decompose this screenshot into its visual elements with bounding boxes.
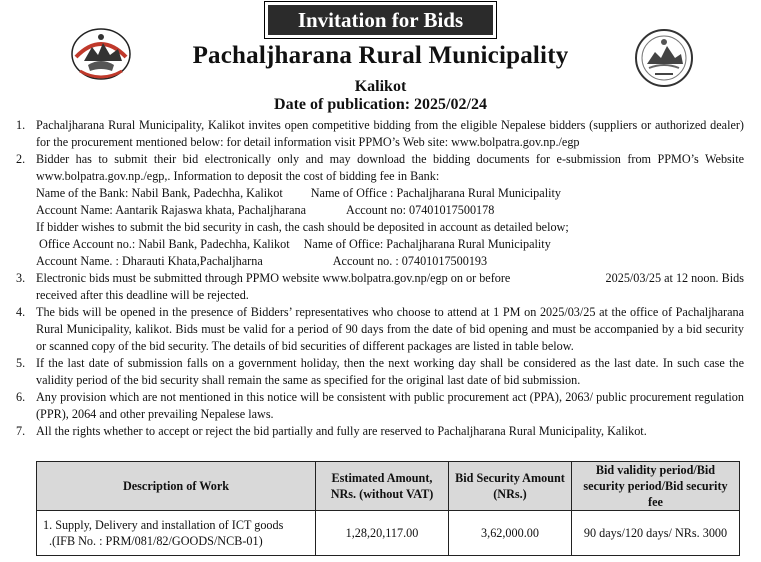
- list-item: 1. Pachaljharana Rural Municipality, Kalikot invites open competitive bidding from the eligible Nepalese bidders (suppliers or authorized dealer) for the procurement mentioned below: for detail information visit PPMO’s Web site: www.bolpatra.gov.np./egp: [16, 118, 744, 149]
- list-item: 2. Bidder has to submit their bid electronically only and may download the bidding documents for e-submission from PPMO’s Website www.bolpatra.gov.np./egp,. Information to deposit the cost of bidding fee in Bank: Name of the Bank: Nabil Bank, Padechha, Kalikot Name of Office : Pachaljharana Rural Municipality Account Name: Aantarik Rajaswa khata, Pachaljharana Account no: 07401017500178 If bidder wishes to submit the bid security in cash, the cash should be deposited in account as detailed below; Office Account no.: Nabil Bank, Padechha, Kalikot Name of Office: Pachaljharana Rural Municipality Account Name. : Dharauti Khata,Pachaljharna Account no. : 07401017500193: [16, 152, 744, 268]
- deadline: 2025/03/25 at 12 noon. Bids: [605, 271, 744, 285]
- bid-table: [36, 461, 740, 556]
- account-no: Account no: 07401017500178: [346, 203, 495, 217]
- header-description: Description of Work: [37, 462, 316, 511]
- notice-body: [16, 117, 744, 440]
- header-validity: Bid validity period/Bid security period/Bid security fee: [572, 462, 740, 511]
- account-name: Account Name: Aantarik Rajaswa khata, Pachaljharana: [36, 203, 307, 217]
- office-account: Office Account no.: Nabil Bank, Padechha, Kalikot: [39, 237, 290, 251]
- table-row: [37, 511, 740, 556]
- district-name: Kalikot: [354, 78, 407, 95]
- page-title: Pachaljharana Rural Municipality: [192, 42, 569, 69]
- account-no-2: Account no. : 07401017500193: [332, 254, 488, 268]
- list-item: 4. The bids will be opened in the presence of Bidders’ representatives who choose to attend at 1 PM on 2025/03/25 at the office of Pachaljharana Rural Municipality, kalikot. Bids must be valid for a period of 90 days from the date of bid opening and must be accompanied by a bid security or scanned copy of the bid security. The details of bid securities of different packages are listed in table below.: [16, 305, 744, 353]
- office-name: Name of Office : Pachaljharana Rural Municipality: [310, 186, 561, 200]
- list-item: 5. If the last date of submission falls on a government holiday, then the next working day shall be considered as the last date. In such case the validity period of the bid security shall remain the same as specified for the original last date of bid submission.: [16, 356, 744, 387]
- cash-note: If bidder wishes to submit the bid security in cash, the cash should be deposited in account as detailed below;: [36, 220, 569, 234]
- cell-validity: 90 days/120 days/ NRs. 3000: [572, 511, 740, 556]
- cell-description: 1. Supply, Delivery and installation of ICT goods .(IFB No. : PRM/081/82/GOODS/NCB-01): [37, 511, 316, 556]
- bank-name: Name of the Bank: Nabil Bank, Padechha, Kalikot: [36, 186, 283, 200]
- list-item: 6. Any provision which are not mentioned in this notice will be consistent with public procurement act (PPA), 2063/ public procurement regulation (PPR), 2064 and other prevailing Nepalese laws.: [16, 390, 744, 421]
- notice-banner: Invitation for Bids: [266, 3, 495, 37]
- office-name-2: Name of Office: Pachaljharana Rural Municipality: [303, 237, 551, 251]
- publication-date: Date of publication: 2025/02/24: [274, 96, 487, 113]
- account-name-2: Account Name. : Dharauti Khata,Pachaljharna: [36, 254, 263, 268]
- list-item: 3. Electronic bids must be submitted through PPMO website www.bolpatra.gov.np/egp on or before 2025/03/25 at 12 noon. Bids received after this deadline will be rejected.: [16, 271, 744, 302]
- cell-amount: 1,28,20,117.00: [316, 511, 449, 556]
- cell-security: 3,62,000.00: [449, 511, 572, 556]
- header-security: Bid Security Amount (NRs.): [449, 462, 572, 511]
- header-amount: Estimated Amount, NRs. (without VAT): [316, 462, 449, 511]
- list-item: 7. All the rights whether to accept or reject the bid partially and fully are reserved to Pachaljharana Rural Municipality, Kalikot.: [16, 424, 647, 438]
